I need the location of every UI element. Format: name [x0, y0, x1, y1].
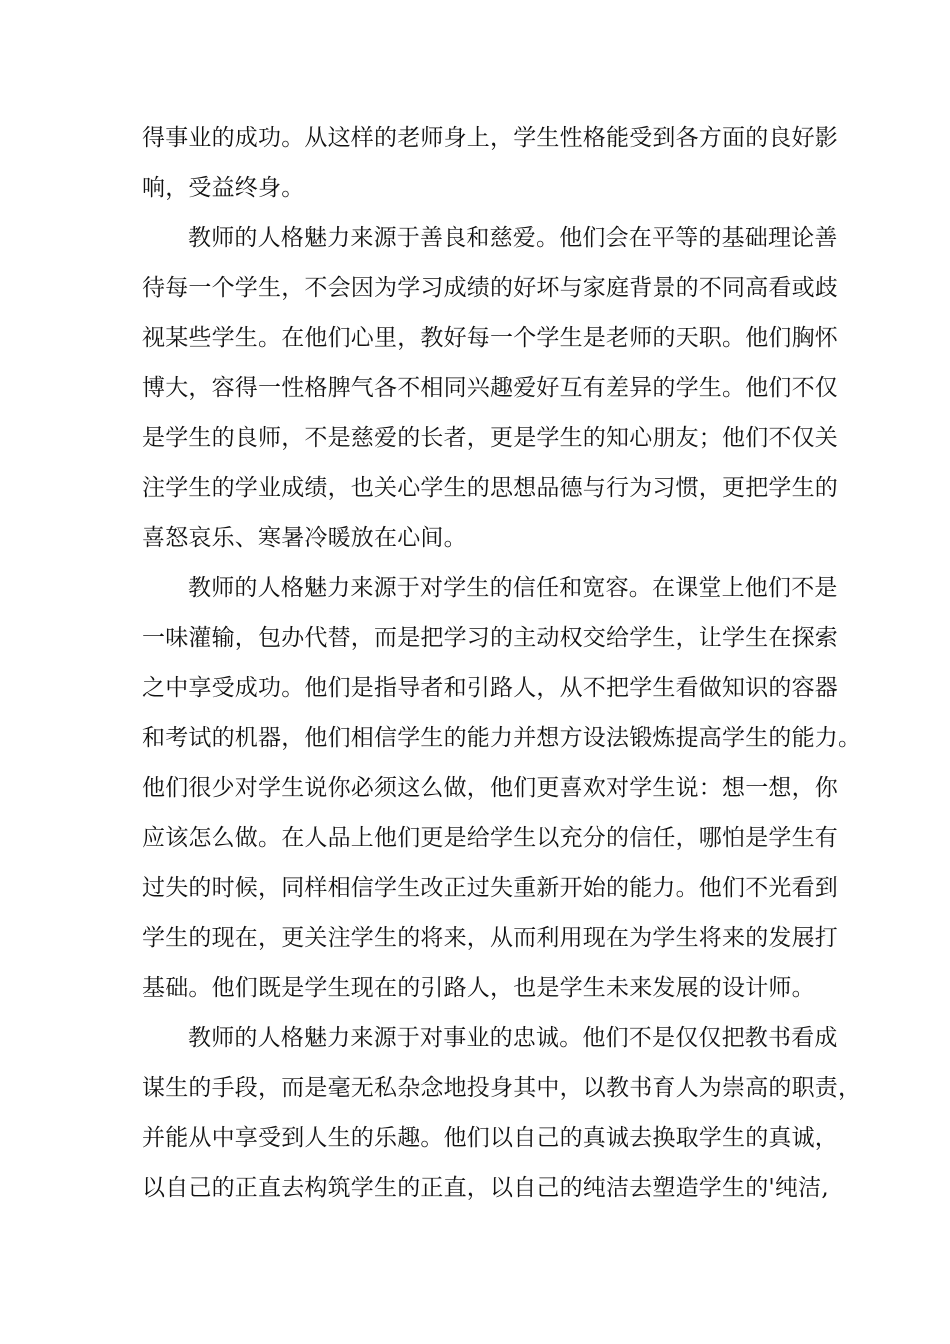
text-line: 注学生的学业成绩，也关心学生的思想品德与行为习惯，更把学生的 [142, 475, 838, 501]
paragraph-first-line: 教师的人格魅力来源于对事业的忠诚。他们不是仅仅把教书看成 [188, 1025, 838, 1051]
paragraph-first-line: 教师的人格魅力来源于对学生的信任和宽容。在课堂上他们不是 [188, 575, 838, 601]
text-line: 和考试的机器，他们相信学生的能力并想方设法锻炼提高学生的能力。 [142, 725, 862, 751]
text-line: 博大，容得一性格脾气各不相同兴趣爱好互有差异的学生。他们不仅 [142, 375, 838, 401]
text-line: 一味灌输，包办代替，而是把学习的主动权交给学生，让学生在探索 [142, 625, 838, 651]
text-line: 过失的时候，同样相信学生改正过失重新开始的能力。他们不光看到 [142, 875, 838, 901]
text-line: 得事业的成功。从这样的老师身上，学生性格能受到各方面的良好影 [142, 125, 838, 151]
text-line: 视某些学生。在他们心里，教好每一个学生是老师的天职。他们胸怀 [142, 325, 838, 351]
text-line: 以自己的正直去构筑学生的正直，以自己的纯洁去塑造学生的'纯洁, [142, 1175, 829, 1201]
text-line: 是学生的良师，不是慈爱的长者，更是学生的知心朋友；他们不仅关 [142, 425, 838, 451]
text-line: 待每一个学生，不会因为学习成绩的好坏与家庭背景的不同高看或歧 [142, 275, 838, 301]
text-line: 并能从中享受到人生的乐趣。他们以自己的真诚去换取学生的真诚， [142, 1125, 838, 1151]
text-line: 谋生的手段，而是毫无私杂念地投身其中，以教书育人为崇高的职责， [142, 1075, 862, 1101]
text-line: 之中享受成功。他们是指导者和引路人，从不把学生看做知识的容器 [142, 675, 838, 701]
paragraph-first-line: 教师的人格魅力来源于善良和慈爱。他们会在平等的基础理论善 [188, 225, 838, 251]
text-line: 应该怎么做。在人品上他们更是给学生以充分的信任，哪怕是学生有 [142, 825, 838, 851]
text-line: 他们很少对学生说你必须这么做，他们更喜欢对学生说：想一想，你 [142, 775, 838, 801]
text-line: 基础。他们既是学生现在的引路人，也是学生未来发展的设计师。 [142, 975, 815, 1001]
text-line: 学生的现在，更关注学生的将来，从而利用现在为学生将来的发展打 [142, 925, 838, 951]
text-line: 响，受益终身。 [142, 175, 305, 201]
text-line: 喜怒哀乐、寒暑冷暖放在心间。 [142, 525, 467, 551]
